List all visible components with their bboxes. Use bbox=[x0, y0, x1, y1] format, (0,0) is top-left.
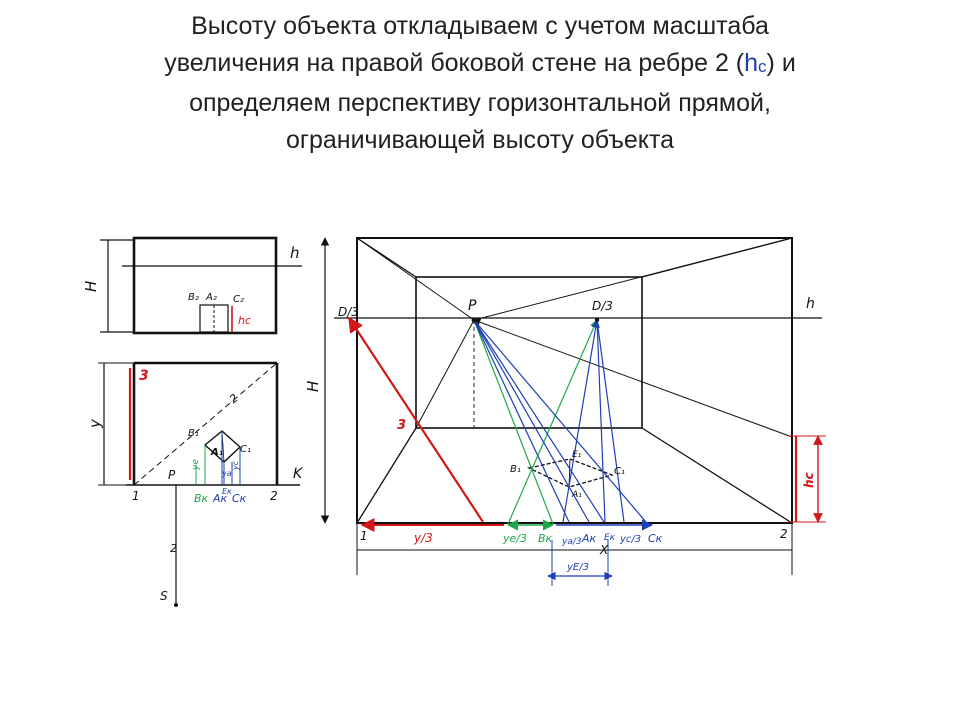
right-c1-label: C₁ bbox=[614, 466, 625, 477]
red-construction bbox=[349, 318, 826, 525]
pvp-to-bl bbox=[416, 320, 474, 428]
right-y3-label: y/3 bbox=[414, 531, 433, 545]
left-h-label: H bbox=[82, 280, 100, 292]
right-a1-label: A₁ bbox=[572, 490, 582, 500]
pvp-to-br bbox=[474, 320, 792, 437]
plan-1-label: 1 bbox=[132, 489, 140, 503]
plan-projectors bbox=[196, 431, 240, 485]
title-line-3: определяем перспективу горизонтальной прямой, bbox=[189, 89, 771, 117]
right-ek-label: Eк bbox=[604, 533, 616, 543]
plan-k-label: K bbox=[293, 466, 303, 482]
plan-ek-label: Eк bbox=[222, 487, 232, 496]
blue-ray-3 bbox=[474, 320, 604, 522]
right-3-label: 3 bbox=[397, 418, 407, 433]
corner-edge-br bbox=[642, 428, 792, 523]
right-drawing bbox=[304, 238, 826, 586]
left-b2-label: B₂ bbox=[188, 292, 199, 303]
title-line-4: ограничивающей высоту объекта bbox=[285, 126, 675, 154]
right-1-label: 1 bbox=[360, 529, 368, 543]
left-c2-label: C₂ bbox=[233, 294, 244, 305]
plan-b1-label: B₁ bbox=[188, 428, 199, 439]
left-drawing bbox=[82, 238, 304, 607]
right-hc-label: hc bbox=[802, 472, 816, 488]
right-ck-label: Cк bbox=[648, 532, 663, 545]
axis-2-label: 2 bbox=[170, 542, 177, 555]
right-ak-label: Aк bbox=[582, 532, 597, 545]
right-b1-label: B₁ bbox=[510, 464, 521, 475]
station-point-marker bbox=[174, 603, 178, 607]
elevation-view bbox=[100, 238, 302, 333]
plan-ck-label: Cк bbox=[232, 492, 247, 505]
right-horizon-label: h bbox=[806, 296, 815, 312]
front-frame bbox=[357, 238, 792, 523]
elevation-frame bbox=[134, 238, 276, 333]
plan-ak-label: Aк bbox=[213, 492, 228, 505]
plan-ye-label: yе bbox=[191, 459, 201, 470]
corner-edge-bl bbox=[357, 428, 416, 523]
right-p-label: P bbox=[468, 298, 477, 314]
plan-p-label: P bbox=[168, 468, 176, 482]
right-ya3-label: yа/3 bbox=[562, 537, 582, 547]
green-ray-bk bbox=[474, 320, 553, 524]
plan-diag-2-label: 2 bbox=[227, 391, 241, 406]
right-2-label: 2 bbox=[780, 527, 788, 541]
plan-y-label: y bbox=[86, 419, 104, 428]
pvp-point bbox=[472, 318, 477, 323]
right-d3-right-label: D/3 bbox=[592, 299, 613, 313]
plan-view bbox=[98, 363, 300, 605]
left-hc-label: hc bbox=[238, 314, 252, 327]
pvp-to-tr bbox=[474, 238, 792, 320]
plan-bk-label: Bк bbox=[194, 492, 209, 505]
right-ye3-bottom-label: yE/3 bbox=[567, 562, 589, 573]
plan-2-label: 2 bbox=[270, 489, 278, 503]
title-line-2-tail: ) и bbox=[766, 49, 796, 77]
plan-yc-label: yс bbox=[231, 460, 240, 470]
right-yc3-label: yс/3 bbox=[620, 534, 642, 545]
right-x-label: X bbox=[600, 543, 609, 557]
station-s-label: S bbox=[160, 589, 168, 603]
right-ye3-label: yе/3 bbox=[503, 532, 527, 545]
title-line-2-text: увеличения на правой боковой стене на ребре 2 ( bbox=[164, 49, 745, 77]
plan-3-label: 3 bbox=[139, 368, 149, 384]
left-horizon-label: h bbox=[290, 244, 300, 262]
hc-subscript: c bbox=[758, 57, 767, 76]
d3-right-point bbox=[595, 318, 599, 322]
right-d3-left-label: D/3 bbox=[338, 305, 359, 319]
right-bk-label: Bк bbox=[538, 532, 553, 545]
plan-ya-label: yа bbox=[222, 469, 232, 478]
left-a2-label: A₂ bbox=[206, 292, 217, 303]
plan-c1-label: C₁ bbox=[240, 444, 251, 455]
plan-a1-label: A₁ bbox=[211, 447, 224, 458]
hc-letter: h bbox=[744, 49, 759, 77]
title-line-1: Высоту объекта откладываем с учетом масштаба bbox=[191, 12, 769, 40]
right-h-label: H bbox=[304, 380, 322, 392]
right-e1-label: E₁ bbox=[572, 450, 582, 460]
